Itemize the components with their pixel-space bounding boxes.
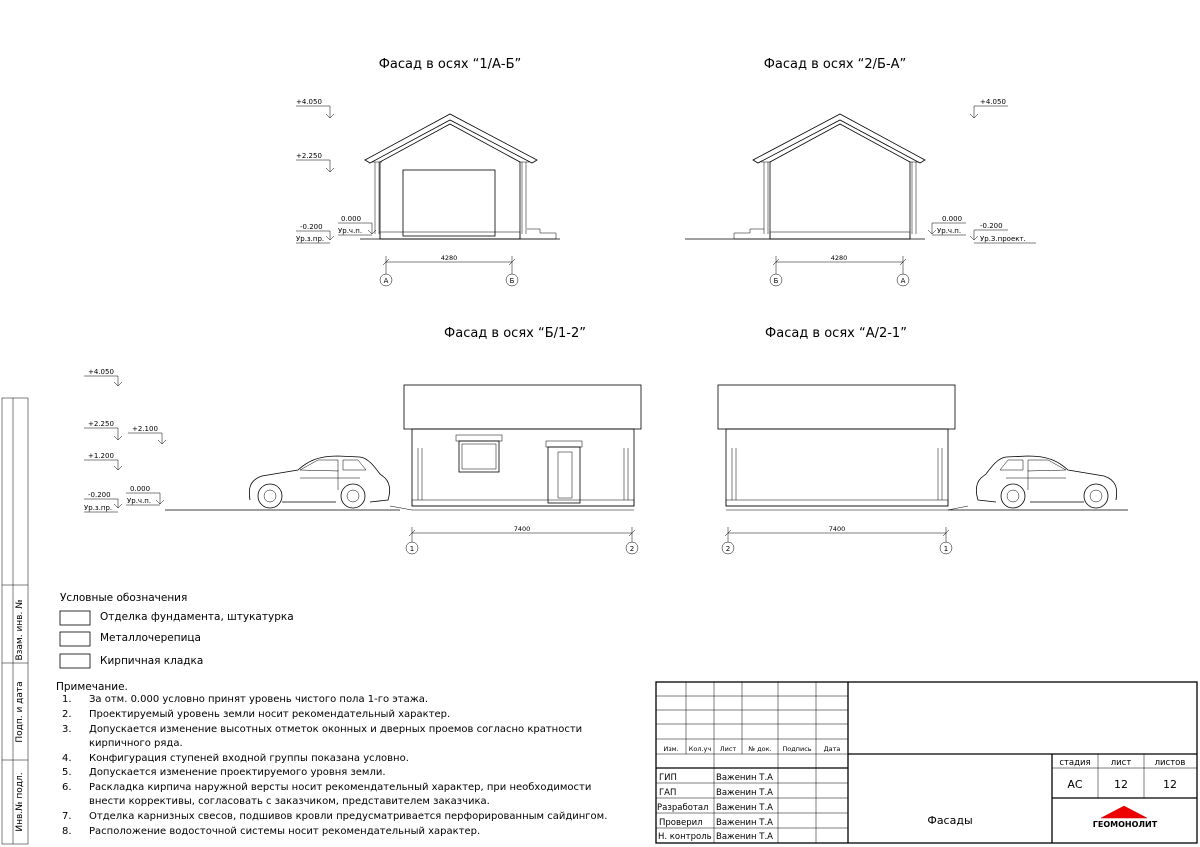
axis-marker: 2 bbox=[629, 545, 635, 553]
title-block-header: Подпись bbox=[782, 745, 812, 753]
notes-title: Примечание. bbox=[56, 681, 128, 693]
roof-tile bbox=[365, 114, 537, 163]
person-name: Важенин Т.А bbox=[716, 832, 773, 842]
facade-title: Фасад в осях “А/2-1” bbox=[765, 326, 907, 341]
note-text: Допускается изменение высотных отметок оконных и дверных проемов согласно кратности bbox=[89, 724, 583, 735]
note-text: Допускается изменение проектируемого уровня земли. bbox=[89, 767, 386, 778]
level-mark: 0.000 bbox=[130, 485, 151, 493]
car-illustration bbox=[249, 456, 389, 508]
role-label: Разработал bbox=[657, 803, 709, 813]
note-text: кирпичного ряда. bbox=[89, 738, 183, 749]
role-label: ГИП bbox=[659, 773, 677, 783]
level-mark: -0.200 bbox=[88, 491, 111, 499]
person-name: Важенин Т.А bbox=[716, 803, 773, 813]
facade-2 bbox=[685, 57, 1036, 286]
window bbox=[459, 441, 499, 472]
note-number: 3. bbox=[62, 724, 72, 735]
note-text: Конфигурация ступеней входной группы показана условно. bbox=[89, 753, 409, 764]
note-number: 5. bbox=[62, 767, 72, 778]
sheet-title: Фасады bbox=[927, 814, 973, 827]
dimension-label: 7400 bbox=[828, 525, 846, 533]
brick-swatch bbox=[60, 654, 90, 668]
note-number: 2. bbox=[62, 709, 72, 720]
facade-4 bbox=[718, 326, 1128, 554]
level-mark: +4.050 bbox=[980, 98, 1006, 106]
sheet-value: 12 bbox=[1114, 778, 1128, 791]
level-mark: 0.000 bbox=[942, 215, 963, 223]
roof-tile bbox=[718, 385, 955, 429]
dimension-label: 7400 bbox=[513, 525, 531, 533]
sheets-label: листов bbox=[1154, 758, 1186, 768]
axis-marker: 1 bbox=[943, 545, 949, 553]
garage-gate bbox=[403, 170, 495, 236]
door bbox=[548, 447, 580, 503]
car-illustration bbox=[976, 456, 1116, 508]
roof-tile-swatch bbox=[60, 632, 90, 646]
dimension-label: 4280 bbox=[440, 254, 458, 262]
brick-wall bbox=[412, 429, 634, 506]
note-text: Расположение водосточной системы носит рекомендательный характер. bbox=[89, 826, 481, 837]
note-text: За отм. 0.000 условно принят уровень чистого пола 1-го этажа. bbox=[89, 694, 429, 705]
role-label: Проверил bbox=[659, 818, 703, 828]
axis-marker: Б bbox=[509, 277, 515, 285]
facade-title: Фасад в осях “2/Б-А” bbox=[763, 57, 907, 72]
legend-item-roof-tile: Металлочерепица bbox=[100, 632, 201, 644]
title-block-header: Дата bbox=[823, 745, 841, 753]
level-mark: -0.200 bbox=[300, 223, 323, 231]
person-name: Важенин Т.А bbox=[716, 788, 773, 798]
facade-title: Фасад в осях “1/А-Б” bbox=[378, 57, 522, 72]
level-mark: -0.200 bbox=[980, 222, 1003, 230]
level-mark: +4.050 bbox=[296, 98, 322, 106]
brick-wall bbox=[380, 124, 520, 239]
brick-wall bbox=[770, 124, 910, 239]
person-name: Важенин Т.А bbox=[716, 818, 773, 828]
level-mark: Ур.ч.п. bbox=[338, 227, 363, 235]
note-text: Проектируемый уровень земли носит рекомендательный характер. bbox=[89, 709, 451, 720]
stage-value: АС bbox=[1067, 778, 1083, 791]
roof-tile bbox=[753, 114, 925, 163]
facade-1 bbox=[296, 57, 560, 286]
title-block bbox=[656, 682, 1197, 843]
level-mark: 0.000 bbox=[341, 215, 362, 223]
sheets-value: 12 bbox=[1163, 778, 1177, 791]
level-mark: +2.250 bbox=[296, 152, 322, 160]
side-stamp-label: Подп. и дата bbox=[15, 681, 25, 743]
company-name: ГЕОМОНОЛИТ bbox=[1092, 820, 1158, 829]
plaster-swatch bbox=[60, 611, 90, 625]
sheet-label: лист bbox=[1110, 758, 1132, 768]
note-text: Раскладка кирпича наружной версты носит рекомендательный характер, при необходимости bbox=[89, 782, 592, 793]
note-number: 8. bbox=[62, 826, 72, 837]
level-mark: Ур.ч.п. bbox=[937, 227, 962, 235]
axis-marker: А bbox=[900, 277, 906, 285]
title-block-header: Лист bbox=[719, 745, 737, 753]
roof-tile bbox=[404, 385, 641, 429]
note-text: Отделка карнизных свесов, подшивов кровли предусматривается перфорированным сайдингом. bbox=[89, 811, 608, 822]
title-block-header: Кол.уч bbox=[688, 745, 712, 753]
note-number: 7. bbox=[62, 811, 72, 822]
role-label: ГАП bbox=[659, 788, 677, 798]
level-mark: Ур.ч.п. bbox=[127, 497, 152, 505]
brick-wall bbox=[726, 429, 948, 506]
facade-title: Фасад в осях “Б/1-2” bbox=[444, 326, 586, 341]
company-logo bbox=[1093, 806, 1158, 829]
stage-label: стадия bbox=[1059, 758, 1091, 768]
level-mark: +2.250 bbox=[88, 420, 114, 428]
note-text: внести коррективы, согласовать с заказчиком, представителем заказчика. bbox=[89, 796, 490, 807]
axis-marker: Б bbox=[773, 277, 779, 285]
axis-marker: 1 bbox=[409, 545, 415, 553]
level-mark: +1.200 bbox=[88, 452, 114, 460]
title-block-header: Изм. bbox=[663, 745, 679, 753]
axis-marker: 2 bbox=[725, 545, 731, 553]
legend-swatches bbox=[60, 611, 90, 668]
side-stamp-label: Инв.№ подл. bbox=[15, 772, 25, 832]
role-label: Н. контроль bbox=[658, 832, 712, 842]
title-block-header: № док. bbox=[748, 745, 772, 753]
person-name: Важенин Т.А bbox=[716, 773, 773, 783]
level-mark: +2.100 bbox=[132, 425, 158, 433]
legend-item-plaster: Отделка фундамента, штукатурка bbox=[100, 611, 294, 623]
note-number: 4. bbox=[62, 753, 72, 764]
level-mark: +4.050 bbox=[88, 368, 114, 376]
level-mark: Ур.з.пр. bbox=[296, 235, 325, 243]
facade-3 bbox=[84, 326, 641, 554]
note-number: 1. bbox=[62, 694, 72, 705]
axis-marker: А bbox=[383, 277, 389, 285]
dimension-label: 4280 bbox=[830, 254, 848, 262]
note-number: 6. bbox=[62, 782, 72, 793]
level-mark: Ур.З.проект. bbox=[980, 235, 1026, 243]
legend-item-brick: Кирпичная кладка bbox=[100, 655, 204, 667]
legend-title: Условные обозначения bbox=[60, 592, 188, 604]
level-mark: Ур.з.пр. bbox=[84, 504, 113, 512]
side-stamp-label: Взам. инв. № bbox=[15, 599, 25, 661]
